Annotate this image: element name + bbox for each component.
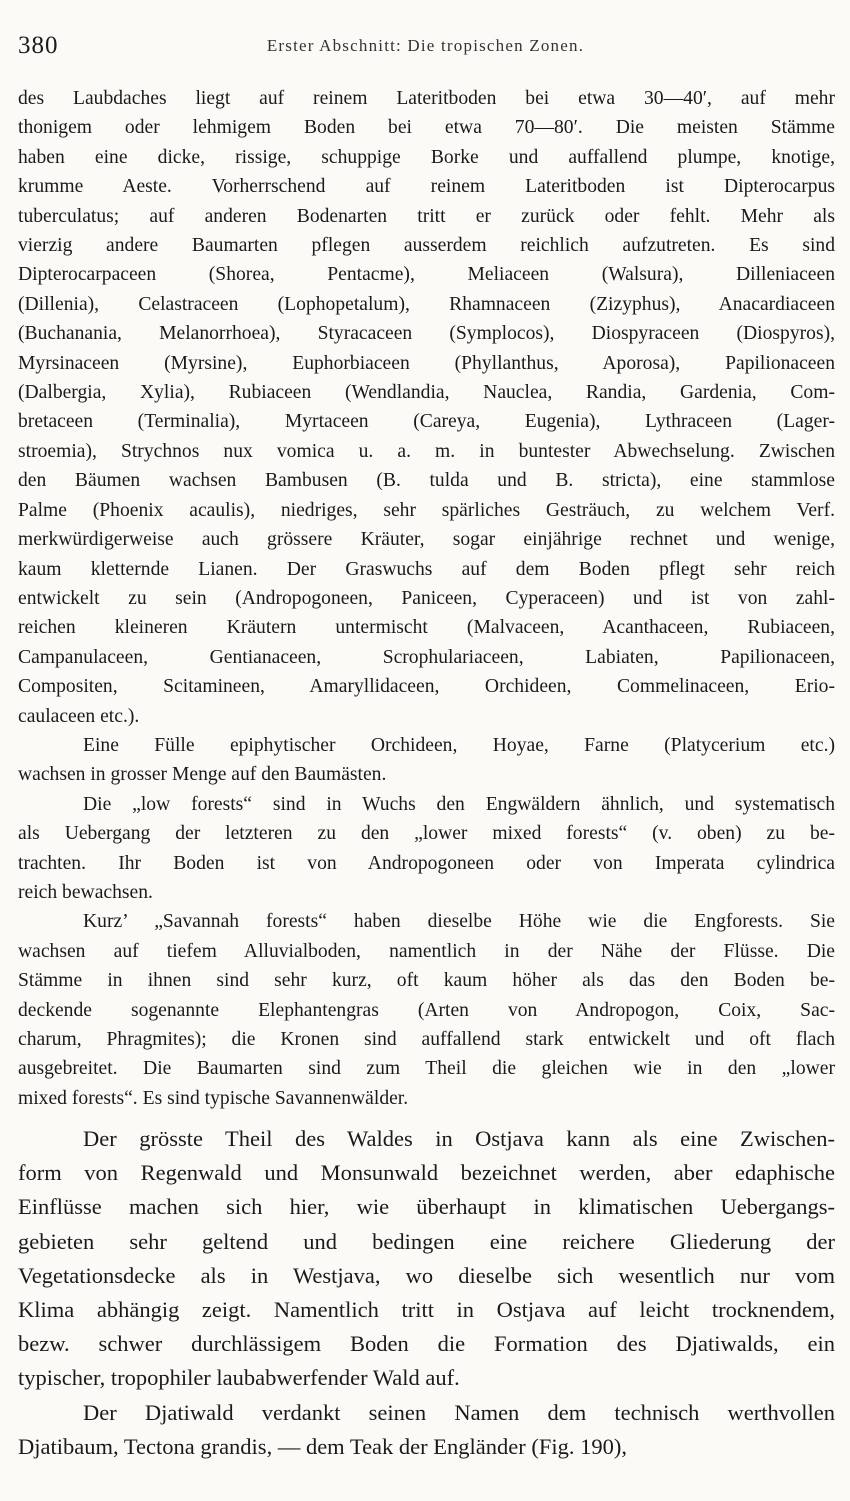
text-line: form von Regenwald und Monsunwald bezeichnet werden, aber edaphische — [18, 1160, 835, 1186]
text-line: thonigem oder lehmigem Boden bei etwa 70—80′. Die meisten Stämme — [18, 117, 835, 139]
text-line: (Buchanania, Melanorrhoea), Styracaceen (Symplocos), Diospyraceen (Diospyros), — [18, 323, 835, 345]
text-line: kaum kletternde Lianen. Der Graswuchs auf dem Boden pflegt sehr reich — [18, 558, 835, 580]
text-line: vierzig andere Baumarten pflegen ausserdem reichlich aufzutreten. Es sind — [18, 235, 835, 257]
text-line: Der grösste Theil des Waldes in Ostjava kann als eine Zwischen- — [83, 1126, 835, 1151]
text-line: charum, Phragmites); die Kronen sind auffallend stark entwickelt und oft flach — [18, 1029, 835, 1050]
text-line: entwickelt zu sein (Andropogoneen, Paniceen, Cyperaceen) und ist von zahl- — [18, 587, 835, 609]
small-print-section — [18, 84, 835, 1113]
text-line: stroemia), Strychnos nux vomica u. a. m. in buntester Abwechselung. Zwischen — [18, 440, 835, 462]
text-line: trachten. Ihr Boden ist von Andropogoneen oder von Imperata cylindrica — [18, 852, 835, 874]
text-line: Klima abhängig zeigt. Namentlich tritt in Ostjava auf leicht trocknendem, — [18, 1297, 835, 1323]
text-line: des Laubdaches liegt auf reinem Lateritboden bei etwa 30—40′, auf mehr — [18, 88, 835, 109]
text-line: tuberculatus; auf anderen Bodenarten tritt er zurück oder fehlt. Mehr als — [18, 205, 835, 227]
text-line: (Dalbergia, Xylia), Rubiaceen (Wendlandia, Nauclea, Randia, Gardenia, Com- — [18, 382, 835, 404]
text-line: Vegetationsdecke als in Westjava, wo dieselbe sich wesentlich nur vom — [18, 1262, 835, 1288]
text-line: wachsen auf tiefem Alluvialboden, namentlich in der Nähe der Flüsse. Die — [18, 940, 835, 962]
text-line: caulaceen etc.). — [18, 705, 140, 727]
text-line: bretaceen (Terminalia), Myrtaceen (Careya, Eugenia), Lythraceen (Lager- — [18, 411, 835, 433]
text-line: (Dillenia), Celastraceen (Lophopetalum), Rhamnaceen (Zizyphus), Anacardiaceen — [18, 293, 835, 315]
text-line: wachsen in grosser Menge auf den Baumästen. — [18, 764, 387, 786]
text-line: Die „low forests“ sind in Wuchs den Engwäldern ähnlich, und systematisch — [83, 793, 835, 815]
text-line: haben eine dicke, rissige, schuppige Borke und auffallend plumpe, knotige, — [18, 146, 835, 168]
text-line: gebieten sehr geltend und bedingen eine reichere Gliederung der — [18, 1228, 835, 1254]
paragraph — [18, 731, 835, 790]
text-line: mixed forests“. Es sind typische Savannenwälder. — [18, 1087, 409, 1109]
text-line: bezw. schwer durchlässigem Boden die Formation des Djatiwalds, ein — [18, 1331, 835, 1357]
paragraph — [18, 1396, 835, 1464]
text-line: Djatibaum, Tectona grandis, — dem Teak der Engländer (Fig. 190), — [18, 1433, 627, 1459]
text-line: Kurz’ „Savannah forests“ haben dieselbe Höhe wie die Engforests. Sie — [83, 911, 835, 933]
paragraph — [18, 907, 835, 1113]
text-line: als Uebergang der letzteren zu den „lower mixed forests“ (v. oben) zu be- — [18, 823, 835, 845]
text-line: Einflüsse machen sich hier, wie überhaupt in klimatischen Uebergangs- — [18, 1194, 835, 1220]
paragraph — [18, 1122, 835, 1396]
text-line: Campanulaceen, Gentianaceen, Scrophulariaceen, Labiaten, Papilionaceen, — [18, 646, 835, 668]
paragraph — [18, 84, 835, 731]
text-line: Compositen, Scitamineen, Amaryllidaceen, Orchideen, Commelinaceen, Erio- — [18, 676, 835, 698]
text-line: den Bäumen wachsen Bambusen (B. tulda und B. stricta), eine stammlose — [18, 470, 835, 492]
text-line: Dipterocarpaceen (Shorea, Pentacme), Meliaceen (Walsura), Dilleniaceen — [18, 264, 835, 286]
text-line: Palme (Phoenix acaulis), niedriges, sehr spärliches Gesträuch, zu welchem Verf. — [18, 499, 835, 521]
text-line: deckende sogenannte Elephantengras (Arten von Andropogon, Coix, Sac- — [18, 999, 835, 1021]
text-line: typischer, tropophiler laubabwerfender Wald auf. — [18, 1365, 460, 1391]
page-header — [18, 32, 833, 62]
text-line: Stämme in ihnen sind sehr kurz, oft kaum höher als das den Boden be- — [18, 970, 835, 992]
text-line: reichen kleineren Kräutern untermischt (Malvaceen, Acanthaceen, Rubiaceen, — [18, 617, 835, 639]
text-line: Eine Fülle epiphytischer Orchideen, Hoyae, Farne (Platycerium etc.) — [83, 734, 835, 756]
text-line: Der Djatiwald verdankt seinen Namen dem technisch werthvollen — [83, 1399, 835, 1425]
text-line: merkwürdigerweise auch grössere Kräuter, sogar einjährige rechnet und wenige, — [18, 529, 835, 551]
paragraph — [18, 790, 835, 908]
main-text-section — [18, 1122, 835, 1464]
text-line: ausgebreitet. Die Baumarten sind zum Theil die gleichen wie in den „lower — [18, 1058, 835, 1080]
text-line: reich bewachsen. — [18, 881, 153, 903]
text-line: Myrsinaceen (Myrsine), Euphorbiaceen (Phyllanthus, Aporosa), Papilionaceen — [18, 352, 835, 374]
page-number: 380 — [18, 32, 59, 59]
text-line: krumme Aeste. Vorherrschend auf reinem Lateritboden ist Dipterocarpus — [18, 176, 835, 198]
running-title: Erster Abschnitt: Die tropischen Zonen. — [266, 36, 585, 55]
